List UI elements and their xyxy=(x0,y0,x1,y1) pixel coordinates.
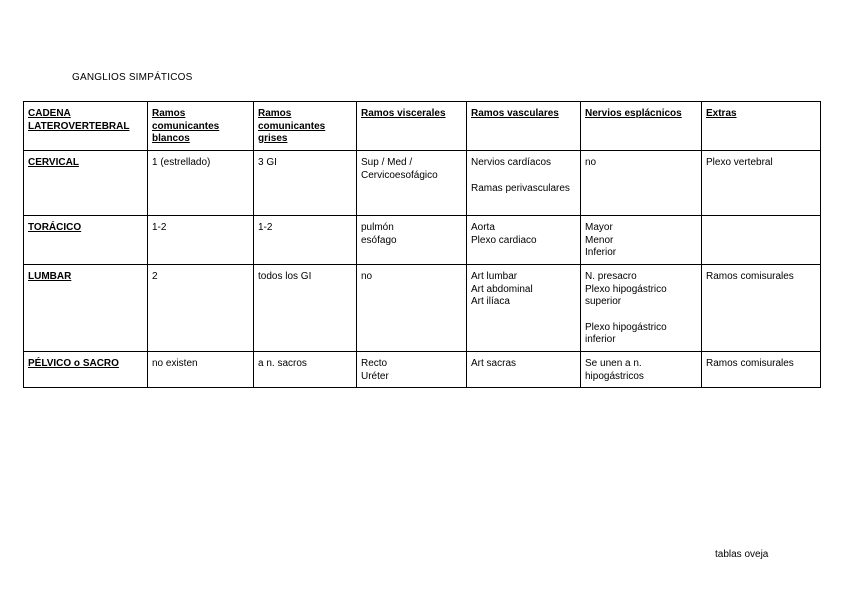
document-title: GANGLIOS SIMPÁTICOS xyxy=(72,72,193,83)
cell-line: Se unen a n. hipogástricos xyxy=(585,358,644,382)
cell-ramos-vasculares xyxy=(467,265,581,352)
cell-ramos-vasculares xyxy=(467,151,581,216)
header-ramos-vasculares: Ramos vasculares xyxy=(467,102,581,151)
header-ramos-grises: Ramos comunicantes grises xyxy=(254,102,357,151)
cell-line: Cervicoesofágico xyxy=(361,169,438,181)
cell-ramos-grises: todos los GI xyxy=(254,265,357,352)
footer-note: tablas oveja xyxy=(715,549,769,560)
cell-nervios-esplacnicos xyxy=(581,265,702,352)
cell-ramos-grises: 1-2 xyxy=(254,216,357,265)
table-row-pelvico xyxy=(24,352,821,388)
cell-ramos-viscerales xyxy=(357,352,467,388)
table-row-toracico xyxy=(24,216,821,265)
cell-ramos-grises: 3 GI xyxy=(254,151,357,216)
table-row-cervical xyxy=(24,151,821,216)
cell-ramos-viscerales xyxy=(357,151,467,216)
cell-nervios-esplacnicos xyxy=(581,352,702,388)
cell-extras: Plexo vertebral xyxy=(702,151,821,216)
cell-line: Ramas perivasculares xyxy=(471,182,570,194)
header-extras: Extras xyxy=(702,102,821,151)
table-row-lumbar xyxy=(24,265,821,352)
cell-line: Menor xyxy=(585,234,614,246)
cell-line: no xyxy=(361,271,373,282)
cell-line: Art abdominal xyxy=(471,283,533,295)
cell-ramos-viscerales xyxy=(357,216,467,265)
cell-line: Mayor xyxy=(585,222,613,233)
cell-line: Inferior xyxy=(585,247,617,258)
cell-nervios-esplacnicos xyxy=(581,151,702,216)
cell-line: esófago xyxy=(361,234,397,246)
cell-line: Aorta xyxy=(471,222,495,233)
cell-cadena: CERVICAL xyxy=(24,151,148,216)
cell-line xyxy=(471,170,576,183)
header-cadena: CADENA LATEROVERTEBRAL xyxy=(24,102,148,151)
cell-line: N. presacro xyxy=(585,271,637,282)
cell-ramos-blancos: no existen xyxy=(148,352,254,388)
ganglios-table xyxy=(23,101,821,388)
cell-line: Nervios cardíacos xyxy=(471,157,552,168)
header-nervios-esplacnicos: Nervios esplácnicos xyxy=(581,102,702,151)
cell-ramos-blancos: 1-2 xyxy=(148,216,254,265)
header-ramos-blancos: Ramos comunicantes blancos xyxy=(148,102,254,151)
cell-ramos-vasculares xyxy=(467,352,581,388)
cell-line: Plexo hipogástrico inferior xyxy=(585,321,667,345)
cell-line: Art ilíaca xyxy=(471,296,510,307)
cell-cadena: LUMBAR xyxy=(24,265,148,352)
cell-line: Recto xyxy=(361,358,388,369)
cell-extras xyxy=(702,216,821,265)
cell-line: no xyxy=(585,157,597,168)
header-ramos-viscerales: Ramos viscerales xyxy=(357,102,467,151)
cell-line: Art lumbar xyxy=(471,271,518,282)
cell-extras: Ramos comisurales xyxy=(702,352,821,388)
table-header-row xyxy=(24,102,821,151)
cell-line xyxy=(585,309,697,322)
cell-ramos-viscerales xyxy=(357,265,467,352)
cell-cadena: TORÁCICO xyxy=(24,216,148,265)
cell-line: Plexo cardiaco xyxy=(471,234,537,246)
cell-extras: Ramos comisurales xyxy=(702,265,821,352)
cell-line: pulmón xyxy=(361,222,394,233)
cell-ramos-blancos: 2 xyxy=(148,265,254,352)
cell-line: Sup / Med / xyxy=(361,157,413,168)
cell-ramos-grises: a n. sacros xyxy=(254,352,357,388)
cell-nervios-esplacnicos xyxy=(581,216,702,265)
cell-ramos-vasculares xyxy=(467,216,581,265)
cell-line: Plexo hipogástrico superior xyxy=(585,283,667,307)
cell-ramos-blancos: 1 (estrellado) xyxy=(148,151,254,216)
cell-cadena: PÉLVICO o SACRO xyxy=(24,352,148,388)
cell-line: Uréter xyxy=(361,370,389,382)
cell-line: Art sacras xyxy=(471,358,517,369)
